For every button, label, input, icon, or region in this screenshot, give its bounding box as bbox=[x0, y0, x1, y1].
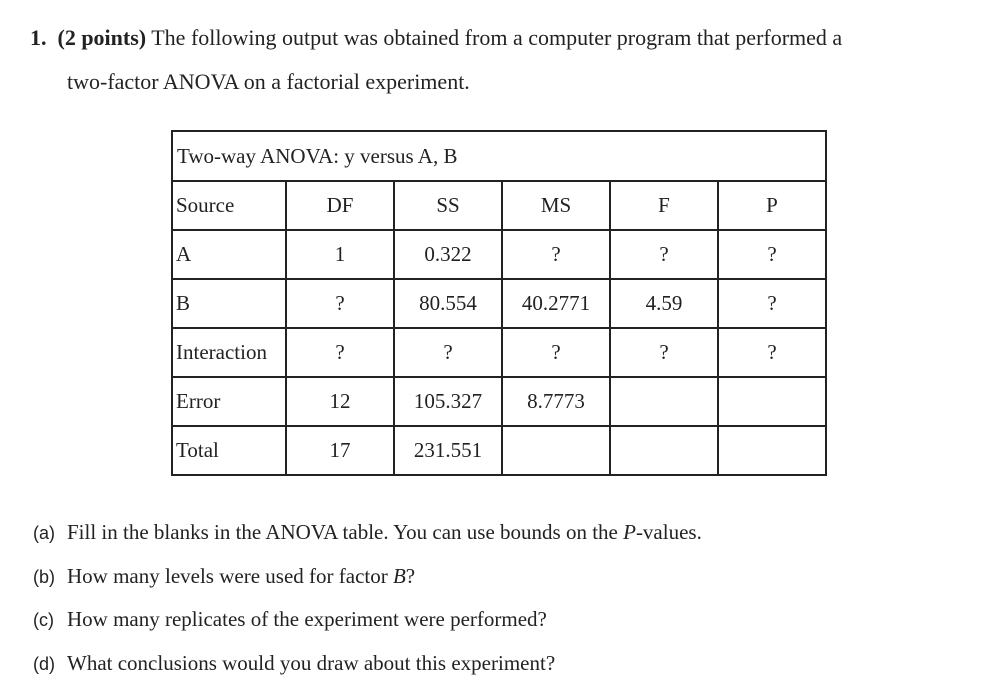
question-part-c: (c) How many replicates of the experiment were performed? bbox=[33, 598, 702, 642]
cell-f: ? bbox=[610, 230, 718, 279]
part-label: (d) bbox=[33, 653, 55, 674]
statement-line-1: The following output was obtained from a computer program that performed a bbox=[151, 25, 843, 50]
problem-statement bbox=[30, 16, 975, 104]
table-row bbox=[172, 230, 826, 279]
part-label: (a) bbox=[33, 523, 55, 543]
cell-df: 12 bbox=[286, 377, 394, 426]
table-row bbox=[172, 279, 826, 328]
part-label: (c) bbox=[33, 610, 54, 630]
cell-p: ? bbox=[718, 230, 826, 279]
row-source: Interaction bbox=[172, 328, 286, 377]
row-source: B bbox=[172, 279, 286, 328]
header-source: Source bbox=[172, 181, 286, 230]
statement-line-2: two-factor ANOVA on a factorial experiment. bbox=[67, 69, 470, 94]
row-source: Error bbox=[172, 377, 286, 426]
cell-ms bbox=[502, 426, 610, 475]
cell-f: ? bbox=[610, 328, 718, 377]
header-df: DF bbox=[286, 181, 394, 230]
cell-p bbox=[718, 377, 826, 426]
cell-ss: 80.554 bbox=[394, 279, 502, 328]
cell-df: 1 bbox=[286, 230, 394, 279]
cell-f bbox=[610, 426, 718, 475]
question-parts bbox=[33, 511, 702, 685]
row-source: A bbox=[172, 230, 286, 279]
table-row bbox=[172, 377, 826, 426]
header-ms: MS bbox=[502, 181, 610, 230]
cell-f bbox=[610, 377, 718, 426]
cell-p: ? bbox=[718, 279, 826, 328]
table-row bbox=[172, 426, 826, 475]
table-title-row bbox=[172, 131, 826, 181]
header-f: F bbox=[610, 181, 718, 230]
table-row bbox=[172, 328, 826, 377]
question-part-d: (d) What conclusions would you draw about this experiment? bbox=[33, 642, 702, 686]
problem-points: (2 points) bbox=[57, 25, 147, 50]
anova-table bbox=[171, 130, 827, 476]
cell-ss: ? bbox=[394, 328, 502, 377]
cell-ms: 8.7773 bbox=[502, 377, 610, 426]
cell-f: 4.59 bbox=[610, 279, 718, 328]
cell-ms: ? bbox=[502, 328, 610, 377]
cell-p bbox=[718, 426, 826, 475]
table-header-row bbox=[172, 181, 826, 230]
part-label: (b) bbox=[33, 566, 55, 587]
cell-ss: 0.322 bbox=[394, 230, 502, 279]
cell-df: ? bbox=[286, 279, 394, 328]
cell-p: ? bbox=[718, 328, 826, 377]
cell-ms: ? bbox=[502, 230, 610, 279]
problem-number: 1. bbox=[30, 25, 47, 50]
question-part-a: (a) Fill in the blanks in the ANOVA table. You can use bounds on the P-values. bbox=[33, 511, 702, 555]
table-title: Two-way ANOVA: y versus A, B bbox=[172, 131, 826, 181]
header-ss: SS bbox=[394, 181, 502, 230]
cell-ms: 40.2771 bbox=[502, 279, 610, 328]
question-part-b: (b) How many levels were used for factor B? bbox=[33, 555, 702, 599]
header-p: P bbox=[718, 181, 826, 230]
cell-df: 17 bbox=[286, 426, 394, 475]
cell-ss: 231.551 bbox=[394, 426, 502, 475]
row-source: Total bbox=[172, 426, 286, 475]
cell-df: ? bbox=[286, 328, 394, 377]
cell-ss: 105.327 bbox=[394, 377, 502, 426]
